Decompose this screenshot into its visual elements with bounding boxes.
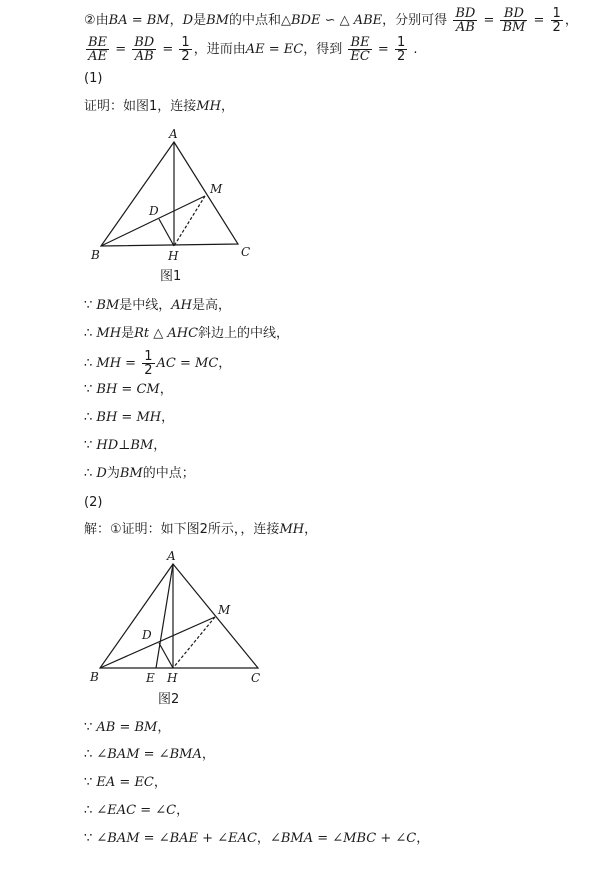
label-E-2: E bbox=[146, 671, 155, 685]
part1-proof-intro: 证明：如图1，连接MH， bbox=[84, 99, 234, 114]
fraction-be-ec: $\frac{BE}{EC}$ bbox=[350, 35, 370, 64]
part2-step-2: ∴ ∠BAM = ∠BMA， bbox=[84, 747, 215, 762]
part1-step-2: ∴ MH是Rt △ AHC斜边上的中线， bbox=[84, 326, 290, 341]
fraction-be-ae: $\frac{BE}{AE}$ bbox=[88, 35, 108, 64]
label-C-2: C bbox=[251, 671, 261, 685]
part1-step-7: ∴ D为BM的中点； bbox=[84, 466, 195, 481]
figure-1-caption: 图1 bbox=[160, 269, 182, 284]
part2-step-1: ∵ AB = BM， bbox=[84, 720, 171, 735]
fraction-one-half-2: $\frac{1}{2}$ bbox=[181, 35, 190, 64]
part1-step-4: ∵ BH = CM， bbox=[84, 382, 173, 397]
part1-step-1: ∵ BM是中线，AH是高， bbox=[84, 298, 232, 313]
part2-step-3: ∵ EA = EC， bbox=[84, 775, 167, 790]
fraction-one-half-3: $\frac{1}{2}$ bbox=[396, 35, 406, 64]
part2-step-5: ∵ ∠BAM = ∠BAE + ∠EAC，∠BMA = ∠MBC + ∠C， bbox=[84, 831, 430, 846]
fraction-bd-bm: $\frac{BD}{BM}$ bbox=[502, 6, 526, 35]
triangle-abc-2 bbox=[100, 564, 258, 668]
label-M-2: M bbox=[218, 603, 231, 617]
part2-label: (2) bbox=[84, 495, 103, 510]
label-C-1: C bbox=[241, 245, 251, 259]
label-D-1: D bbox=[149, 204, 159, 218]
label-H-2: H bbox=[167, 671, 178, 685]
fraction-bd-ab: $\frac{BD}{AB}$ bbox=[455, 6, 476, 35]
segment-dh-2 bbox=[159, 643, 173, 668]
part1-step-6: ∵ HD⊥BM， bbox=[84, 438, 167, 453]
label-A-2: A bbox=[167, 549, 176, 563]
part2-step-4: ∴ ∠EAC = ∠C， bbox=[84, 803, 190, 818]
label-B-1: B bbox=[91, 248, 100, 262]
label-D-2: D bbox=[142, 628, 152, 642]
intro-line-2: $\frac{BE}{AE}$ = $\frac{BD}{AB}$ = $\frac{1}{2}$ ，进而由AE = EC，得到 $\frac{BE}{EC}$ = $\frac{1}{2}$ . bbox=[88, 35, 418, 64]
part2-proof-intro: 解：①证明：如下图2所示，，连接MH， bbox=[84, 522, 318, 537]
segment-mh-2 bbox=[173, 617, 215, 668]
part1-label: (1) bbox=[84, 71, 103, 86]
label-H-1: H bbox=[168, 249, 179, 263]
label-A-1: A bbox=[169, 127, 178, 141]
label-M-1: M bbox=[210, 182, 223, 196]
intro-line-1: ②由BA = BM，D是BM的中点和△BDE ∽ △ ABE，分别可得 $\frac{BD}{AB}$ = $\frac{BD}{BM}$ = $\frac{1}{2}$ ， bbox=[84, 6, 578, 35]
part1-step-3: ∴ MH = $\frac{1}{2}$ AC = MC， bbox=[84, 349, 232, 378]
fraction-one-half-4: $\frac{1}{2}$ bbox=[144, 349, 153, 378]
fraction-bd-ab-2: $\frac{BD}{AB}$ bbox=[134, 35, 155, 64]
fraction-one-half: $\frac{1}{2}$ bbox=[552, 6, 561, 35]
part1-step-5: ∴ BH = MH， bbox=[84, 410, 175, 425]
figure-2-caption: 图2 bbox=[158, 692, 180, 707]
label-B-2: B bbox=[90, 670, 99, 684]
